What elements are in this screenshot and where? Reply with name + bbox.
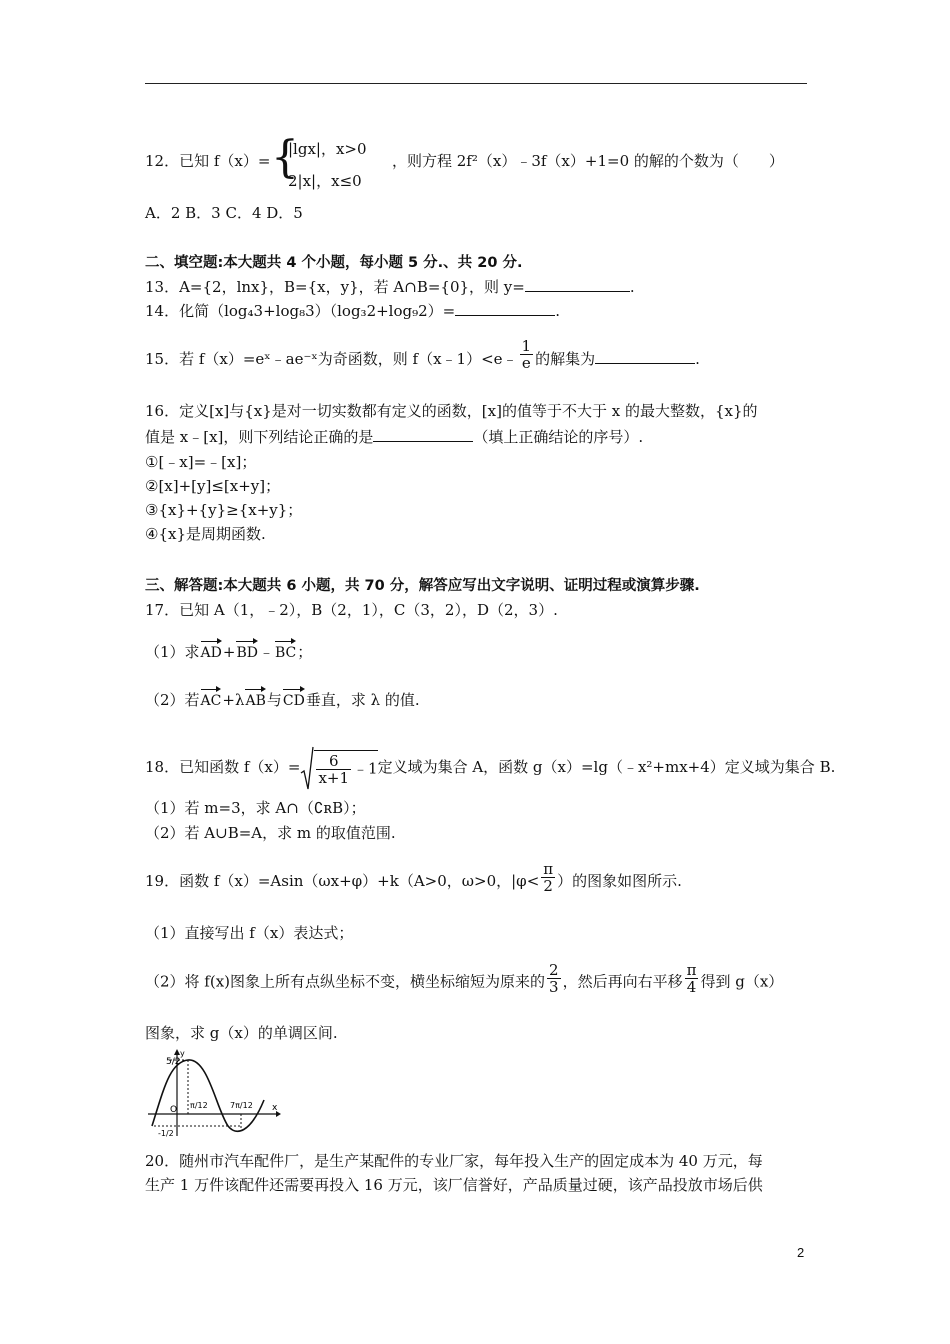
section2-heading: 二、填空题:本大题共 4 个小题，每小题 5 分.、共 20 分. <box>145 255 523 271</box>
q17-p1-plus: + <box>222 643 236 661</box>
q19-p2-a: （2）将 f(x)图象上所有点纵坐标不变，横坐标缩短为原来的 <box>145 972 546 991</box>
q13-end: . <box>629 278 635 296</box>
q17-p2-lambda: +λ <box>222 691 245 709</box>
q18-frac-den: x+1 <box>318 769 350 787</box>
q19-f3-num: π <box>686 961 697 979</box>
vector-cd: CD <box>283 686 305 712</box>
q16-item-1: ①[﹣x]=﹣[x]； <box>145 453 257 471</box>
q16-line2 <box>145 426 643 448</box>
q19-stem-b: ）的图象如图所示. <box>557 872 682 890</box>
q18-radicand <box>314 750 377 786</box>
q12-suffix: ，则方程 2f²（x）﹣3f（x）+1=0 的解的个数为（ ） <box>392 152 784 170</box>
q18-part1: （1）若 m=3，求 A∩（∁ʀB）； <box>145 799 366 817</box>
q19-p2-c: 得到 g（x） <box>700 972 784 991</box>
q18-fraction <box>316 753 351 786</box>
q14 <box>145 300 560 322</box>
page-number: 2 <box>797 1245 805 1260</box>
q13 <box>145 276 635 298</box>
q19-f2-num: 2 <box>549 961 559 979</box>
q17-p2-end: 垂直，求 λ 的值. <box>305 691 420 709</box>
label-y-bottom: -1/2 <box>158 1129 174 1138</box>
q16-item-2: ②[x]+[y]≤[x+y]； <box>145 477 281 495</box>
header-rule <box>145 83 807 84</box>
label-x: x <box>272 1103 278 1113</box>
q14-blank <box>455 300 555 316</box>
q16-blank <box>373 426 473 442</box>
q20-line1: 20．随州市汽车配件厂，是生产某配件的专业厂家，每年投入生产的固定成本为 40 万元，每 <box>145 1152 763 1170</box>
q19-graph <box>146 1048 281 1138</box>
q19-frac-pi-4 <box>685 962 699 995</box>
q18-sqrt <box>300 745 377 791</box>
q19-part1: （1）直接写出 f（x）表达式； <box>145 924 354 942</box>
q18-minus-one: ﹣1 <box>353 759 378 778</box>
q19-part2 <box>145 961 784 996</box>
q13-text: 13．A={2，lnx}，B={x，y}，若 A∩B={0}，则 y= <box>145 278 525 296</box>
q12-brace: { <box>271 132 299 183</box>
q20-line2: 生产 1 万件该配件还需要再投入 16 万元，该厂信誉好，产品质量过硬，该产品投放市场后供 <box>145 1176 763 1194</box>
label-y-top: 5/2 <box>166 1057 181 1067</box>
q16-item-3: ③{x}+{y}≥{x+y}； <box>145 501 303 519</box>
q15-fraction <box>520 338 534 371</box>
q19-f2-den: 3 <box>549 978 559 996</box>
q19-fraction <box>541 861 555 894</box>
vector-ac: AC <box>201 686 222 712</box>
label-y: y <box>180 1049 185 1058</box>
q15 <box>145 336 700 372</box>
q19-part2-line2: 图象，求 g（x）的单调区间. <box>145 1024 338 1042</box>
label-origin: O <box>170 1105 178 1115</box>
q14-end: . <box>555 302 561 320</box>
q17-p1-minus: ﹣ <box>258 643 274 661</box>
q18-stem <box>145 745 835 791</box>
q16-line1: 16．定义[x]与{x}是对一切实数都有定义的函数，[x]的值等于不大于 x 的最大整数，{x}的 <box>145 402 758 420</box>
q17-part1 <box>145 638 312 664</box>
label-pi-12: π/12 <box>190 1101 208 1110</box>
q18-suffix: 定义域为集合 A，函数 g（x）=lg（﹣x²+mx+4）定义域为集合 B. <box>377 758 836 776</box>
q18-part2: （2）若 A∪B=A，求 m 的取值范围. <box>145 824 396 842</box>
sqrt-sign-icon <box>300 745 314 791</box>
q17-part2 <box>145 686 420 712</box>
vector-ab: AB <box>245 686 265 712</box>
section3-heading: 三、解答题:本大题共 6 小题，共 70 分，解答应写出文字说明、证明过程或演算步骤. <box>145 578 700 594</box>
q13-blank <box>525 276 630 292</box>
q16-line2a: 值是 x﹣[x]，则下列结论正确的是 <box>145 428 374 446</box>
q19-stem-a: 19．函数 f（x）=Asin（ωx+φ）+k（A>0，ω>0，|φ< <box>145 872 540 890</box>
q19-p2-b: ，然后再向右平移 <box>562 972 683 991</box>
q15-text: 15．若 f（x）=eˣ﹣ae⁻ˣ为奇函数，则 f（x﹣1）<e﹣ <box>145 350 518 368</box>
q17-p1-end: ； <box>297 643 313 661</box>
label-7pi-12: 7π/12 <box>230 1101 253 1110</box>
q19-f3-den: 4 <box>685 978 699 995</box>
q15-blank <box>595 348 695 364</box>
q12-case1: |lgx|，x>0 <box>288 140 367 158</box>
q18-prefix: 18．已知函数 f（x）= <box>145 758 301 776</box>
sine-curve <box>152 1060 264 1131</box>
q17-p2-with: 与 <box>266 691 282 709</box>
q19-frac-den: 2 <box>541 877 555 894</box>
q19-frac-num: π <box>543 859 554 878</box>
vector-bd: BD <box>236 638 258 664</box>
q15-frac-num: 1 <box>521 336 532 355</box>
q18-frac-num: 6 <box>328 752 339 770</box>
q15-frac-den: e <box>520 354 534 371</box>
q17-stem: 17．已知 A（1，﹣2），B（2，1），C（3，2），D（2，3）. <box>145 601 558 619</box>
q19-frac-2-3 <box>547 962 561 995</box>
vector-bc: BC <box>275 638 296 664</box>
q12-options: A．2 B．3 C．4 D．5 <box>145 204 303 222</box>
q19-stem <box>145 859 682 895</box>
q12-line <box>145 150 270 172</box>
vector-ad: AD <box>201 638 222 664</box>
q16-line2b: （填上正确结论的序号）. <box>473 428 644 446</box>
q12-prefix: 12．已知 f（x）= <box>145 152 271 170</box>
q16-item-4: ④{x}是周期函数. <box>145 525 266 543</box>
q15-text2: 的解集为 <box>535 350 596 368</box>
q14-text: 14．化简（log₄3+log₈3）（log₃2+log₉2）= <box>145 302 456 320</box>
q15-end: . <box>695 350 700 368</box>
q17-p2-prefix: （2）若 <box>145 691 200 709</box>
q17-p1-prefix: （1）求 <box>145 643 200 661</box>
q12-case2: 2|x|，x≤0 <box>288 172 362 190</box>
